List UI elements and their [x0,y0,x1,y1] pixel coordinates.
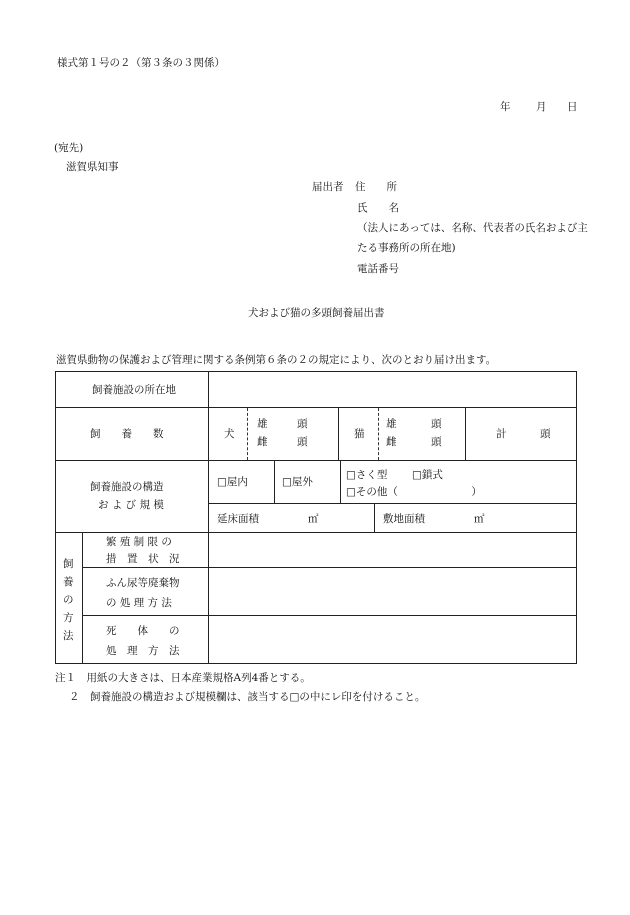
date-day-label: 日 [567,101,578,113]
address-label: 住 所 [355,181,397,193]
cat-female-label: 雌 [386,436,397,448]
breeding-label-2: 措 置 状 況 [106,553,180,565]
addressee-label: (宛先) [54,142,84,154]
dog-male-unit: 頭 [297,418,308,430]
location-value[interactable] [216,380,570,400]
corporate-note-line1: （法人にあっては、名称、代表者の氏名および主 [357,222,588,234]
addressee-name: 滋賀県知事 [66,161,119,173]
floor-area-label: 延床面積 [217,513,259,525]
name-label: 氏 名 [357,202,399,214]
phone-label: 電話番号 [357,263,399,275]
carcass-label-2: 処 理 方 法 [106,645,180,657]
note-2: ２ 飼養施設の構造および規模欄は、該当する□の中にレ印を付けること。 [69,691,426,703]
structure-label-1: 飼養施設の構造 [90,481,164,493]
breeding-label-1: 繁 殖 制 限 の [106,536,172,548]
method-label: 飼 養 の 方 法 [63,558,74,642]
outdoor-checkbox[interactable]: □屋外 [282,476,313,488]
document-title: 犬および猫の多頭飼養届出書 [248,307,385,319]
waste-label-2: の 処 理 方 法 [106,597,172,609]
total-label: 計 [496,428,507,440]
cat-male-label: 雄 [386,418,397,430]
applicant-label: 届出者 [312,181,344,193]
total-unit: 頭 [540,428,551,440]
structure-label-2: お よ び 規 模 [98,499,164,511]
dog-female-unit: 頭 [297,436,308,448]
date-month-label: 月 [536,101,547,113]
form-table [55,371,577,664]
cage-checkbox[interactable]: □さく型 [346,469,388,481]
corporate-note-line2: たる事務所の所在地) [357,242,456,254]
indoor-checkbox[interactable]: □屋内 [217,476,248,488]
other-checkbox[interactable]: □その他（ ） [346,486,482,498]
date-year-label: 年 [500,101,511,113]
cat-male-unit: 頭 [431,418,442,430]
dog-male-label: 雄 [257,418,268,430]
dog-female-label: 雌 [257,436,268,448]
site-area-label: 敷地面積 [383,513,425,525]
count-label: 飼 養 数 [90,428,164,440]
waste-label-1: ふん尿等廃棄物 [106,577,180,589]
intro-text: 滋賀県動物の保護および管理に関する条例第６条の２の規定により、次のとおり届け出ます。 [56,354,497,366]
carcass-label-1: 死 体 の [106,625,180,637]
chain-checkbox[interactable]: □鎖式 [412,469,443,481]
site-area-unit: ㎡ [474,513,485,525]
cat-label: 猫 [354,428,365,440]
floor-area-unit: ㎡ [308,513,319,525]
form-number: 様式第１号の２（第３条の３関係） [57,57,225,69]
dog-label: 犬 [224,428,235,440]
cat-female-unit: 頭 [431,436,442,448]
note-1: 注１ 用紙の大きさは、日本産業規格A列4番とする。 [55,672,311,684]
location-label: 飼養施設の所在地 [92,384,176,396]
